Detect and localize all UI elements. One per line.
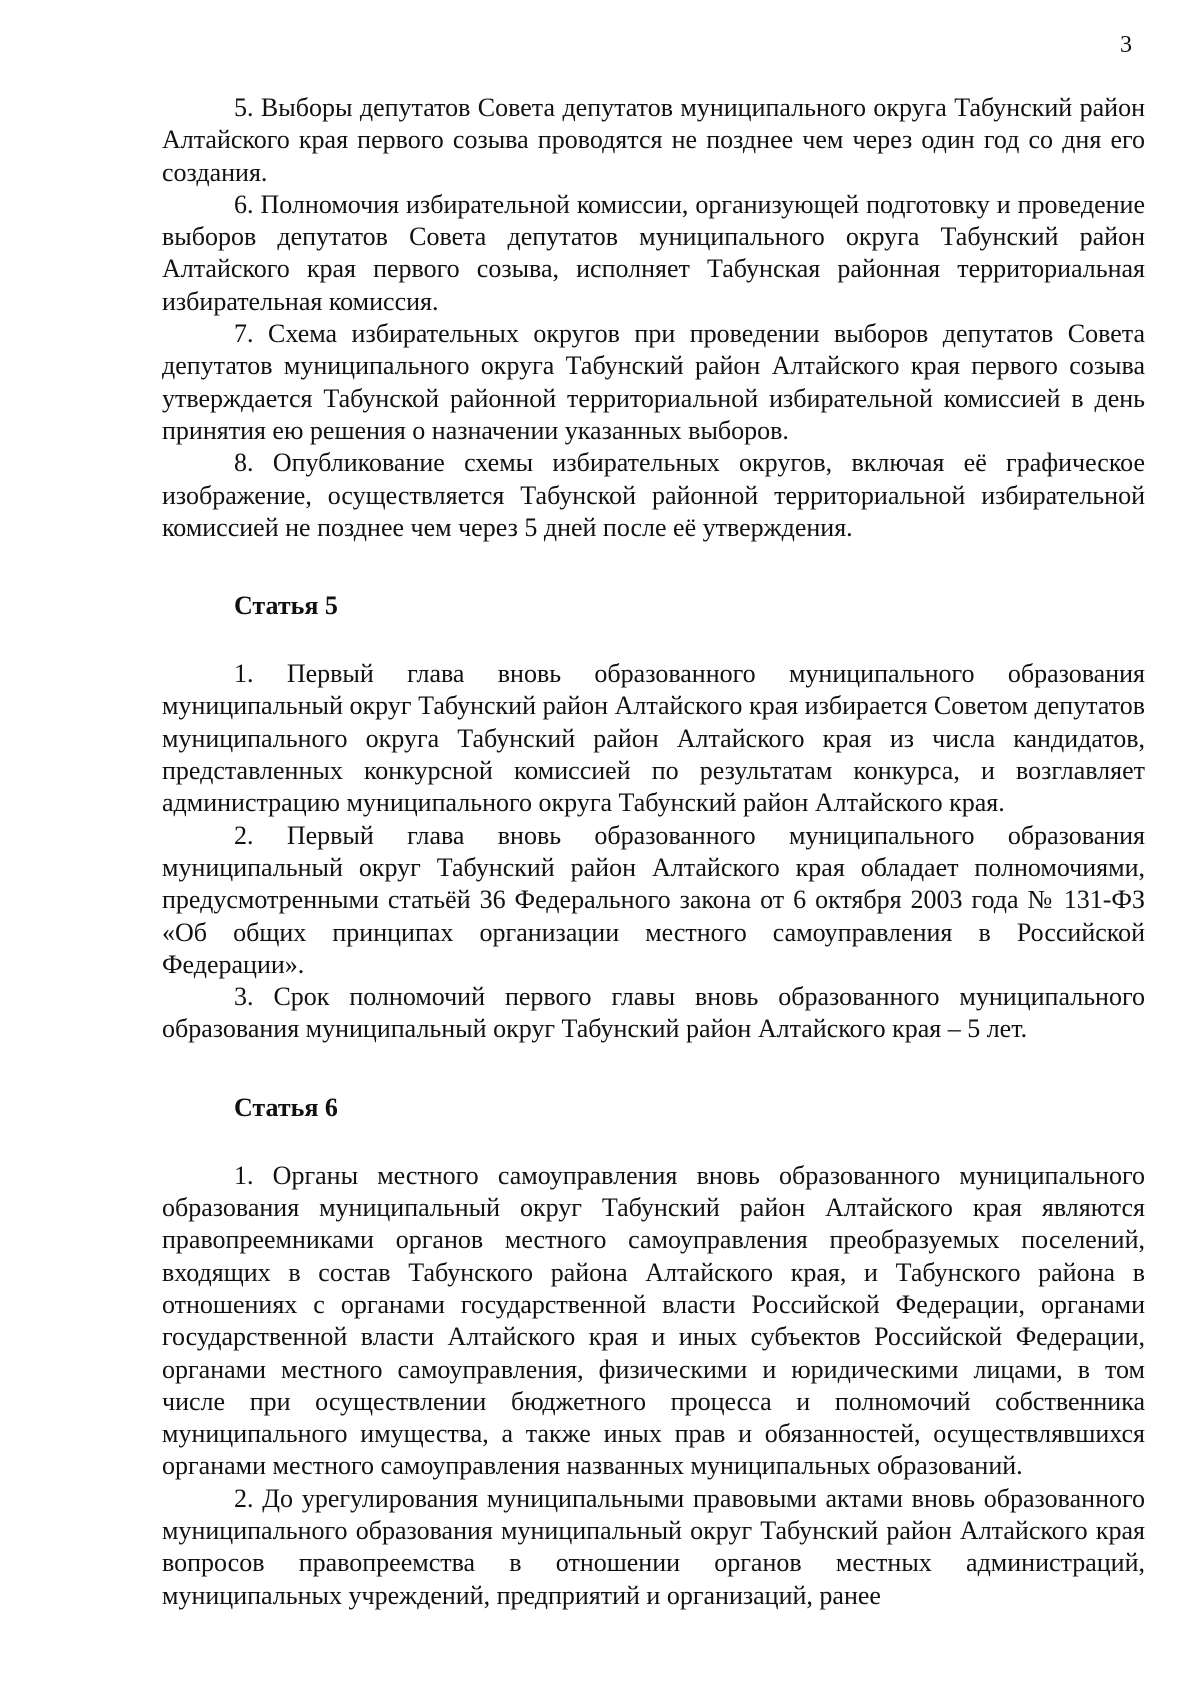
article-5-paragraph-2: 2. Первый глава вновь образованного муниципального образования муниципальный округ Табунский район Алтайского края обладает полномочиями, предусмотренными статьёй 36 Федерального закона от 6 октября 2003 года № 131-ФЗ «Об общих принципах организации местного самоуправления в Российской Федерации». <box>162 820 1145 979</box>
article-5-heading: Статья 5 <box>234 591 338 621</box>
article-5-paragraph-3: 3. Срок полномочий первого главы вновь образованного муниципального образования муниципальный округ Табунский район Алтайского края – 5 лет. <box>162 982 1145 1044</box>
article-6-paragraph-2: 2. До урегулирования муниципальными правовыми актами вновь образованного муниципального образования муниципальный округ Табунский район Алтайского края вопросов правопреемства в отношении органов местных администраций, муниципальных учреждений, предприятий и организаций, ранее <box>162 1483 1145 1610</box>
page-number: 3 <box>1120 32 1132 58</box>
paragraph-item-6: 6. Полномочия избирательной комиссии, организующей подготовку и проведение выборов депутатов Совета депутатов муниципального округа Табунский район Алтайского края первого созыва, исполняет Табунская районная территориальная избирательная комиссия. <box>162 189 1145 316</box>
article-6-paragraph-1: 1. Органы местного самоуправления вновь образованного муниципального образования муниципальный округ Табунский район Алтайского края являются правопреемниками органов местного самоуправления преобразуемых поселений, входящих в состав Табунского района Алтайского края, и Табунского района в отношениях с органами государственной власти Российской Федерации, органами государственной власти Алтайского края и иных субъектов Российской Федерации, органами местного самоуправления, физическими и юридическими лицами, в том числе при осуществлении бюджетного процесса и полномочий собственника муниципального имущества, а также иных прав и обязанностей, осуществлявшихся органами местного самоуправления названных муниципальных образований. <box>162 1160 1145 1481</box>
article-5-paragraph-1: 1. Первый глава вновь образованного муниципального образования муниципальный округ Табунский район Алтайского края избирается Советом депутатов муниципального округа Табунский район Алтайского края из числа кандидатов, представленных конкурсной комиссией по результатам конкурса, и возглавляет администрацию муниципального округа Табунский район Алтайского края. <box>162 659 1145 818</box>
article-6-heading: Статья 6 <box>234 1092 338 1122</box>
paragraph-item-5: 5. Выборы депутатов Совета депутатов муниципального округа Табунский район Алтайского края первого созыва проводятся не позднее чем через один год со дня его создания. <box>162 93 1145 187</box>
document-body <box>162 92 1145 1612</box>
paragraph-item-7: 7. Схема избирательных округов при проведении выборов депутатов Совета депутатов муниципального округа Табунский район Алтайского края первого созыва утверждается Табунской районной территориальной избирательной комиссией в день принятия ею решения о назначении указанных выборов. <box>162 319 1145 445</box>
paragraph-item-8: 8. Опубликование схемы избирательных округов, включая её графическое изображение, осуществляется Табунской районной территориальной избирательной комиссией не позднее чем через 5 дней после её утверждения. <box>162 448 1145 542</box>
